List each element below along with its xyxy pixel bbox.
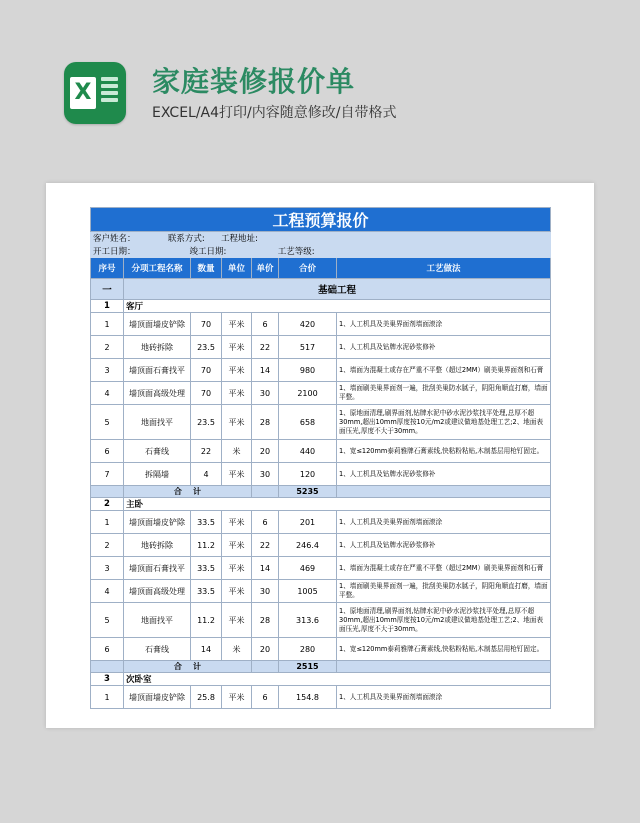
room-header-row: [91, 300, 551, 313]
room-header-row: [91, 498, 551, 511]
subtotal-spacer: [91, 486, 124, 498]
item-unit: 平米: [222, 511, 252, 534]
col-header: 单价: [252, 258, 279, 279]
item-unit-price: 30: [252, 382, 279, 405]
item-total: 313.6: [279, 603, 337, 638]
row-number: 5: [91, 603, 124, 638]
row-number: 1: [91, 511, 124, 534]
item-total: 469: [279, 557, 337, 580]
item-unit: 平米: [222, 603, 252, 638]
page-title: 家庭装修报价单: [152, 65, 356, 98]
item-quantity: 33.5: [191, 511, 222, 534]
col-header: 单位: [222, 258, 252, 279]
room-number: 2: [91, 498, 124, 511]
item-quantity: 11.2: [191, 534, 222, 557]
item-unit-price: 6: [252, 313, 279, 336]
item-unit-price: 28: [252, 603, 279, 638]
col-header: 数量: [191, 258, 222, 279]
table-row: [91, 359, 551, 382]
item-unit: 平米: [222, 557, 252, 580]
date-info: 开工日期： 竣工日期: 工艺等级:: [91, 245, 551, 258]
item-name: 地面找平: [124, 405, 191, 440]
item-quantity: 4: [191, 463, 222, 486]
item-process-description: 1、人工机具及美巢界面剂墙面滚涂: [337, 686, 551, 709]
item-total: 280: [279, 638, 337, 661]
subtotal-value: 5235: [279, 486, 337, 498]
item-unit: 平米: [222, 463, 252, 486]
item-process-description: 1、宽≤120mm泰莉雅牌石膏素线,快粘粉粘贴,木制基层用枪钉固定。: [337, 440, 551, 463]
item-unit-price: 22: [252, 534, 279, 557]
item-quantity: 33.5: [191, 580, 222, 603]
item-total: 2100: [279, 382, 337, 405]
table-title-row: [91, 208, 551, 232]
item-name: 墙顶面石膏找平: [124, 557, 191, 580]
col-header: 合价: [279, 258, 337, 279]
row-number: 1: [91, 686, 124, 709]
row-number: 4: [91, 580, 124, 603]
item-quantity: 25.8: [191, 686, 222, 709]
item-unit-price: 6: [252, 511, 279, 534]
subtotal-label: 合 计: [124, 661, 252, 673]
table-row: [91, 534, 551, 557]
excel-logo-icon: [64, 62, 126, 124]
col-header: 分项工程名称: [124, 258, 191, 279]
item-total: 517: [279, 336, 337, 359]
row-number: 6: [91, 440, 124, 463]
item-unit: 平米: [222, 382, 252, 405]
row-number: 3: [91, 557, 124, 580]
table-row: [91, 405, 551, 440]
item-name: 石膏线: [124, 638, 191, 661]
item-name: 石膏线: [124, 440, 191, 463]
item-unit-price: 28: [252, 405, 279, 440]
table-row: [91, 313, 551, 336]
subtotal-spacer: [337, 486, 551, 498]
item-total: 440: [279, 440, 337, 463]
spreadsheet-preview: [46, 183, 594, 728]
item-total: 246.4: [279, 534, 337, 557]
item-quantity: 23.5: [191, 336, 222, 359]
table-row: [91, 336, 551, 359]
col-header: 工艺做法: [337, 258, 551, 279]
item-total: 1005: [279, 580, 337, 603]
table-row: [91, 686, 551, 709]
item-process-description: 1、人工机具及钻牌水泥砂浆修补: [337, 534, 551, 557]
item-unit-price: 14: [252, 359, 279, 382]
room-number: 3: [91, 673, 124, 686]
room-number: 1: [91, 300, 124, 313]
subtotal-value: 2515: [279, 661, 337, 673]
section-number: 一: [91, 279, 124, 300]
item-process-description: 1、原地面清理,刷界面剂,钻牌水泥中砂水泥沙浆找平处理,总厚不超30mm,超出10mm厚度按10元/m2或建议做地基处理工艺;2、地面表面压光,厚度不大于30mm。: [337, 405, 551, 440]
subtotal-spacer: [252, 486, 279, 498]
excel-x-letter: X: [70, 77, 96, 109]
row-number: 2: [91, 336, 124, 359]
item-process-description: 1、墙面刷美巢界面剂一遍，批刮美巢防水腻子，阴阳角顺直打磨，墙面平整。: [337, 382, 551, 405]
item-unit-price: 30: [252, 580, 279, 603]
item-total: 658: [279, 405, 337, 440]
item-unit: 米: [222, 638, 252, 661]
item-process-description: 1、墙面刷美巢界面剂一遍，批刮美巢防水腻子，阴阳角顺直打磨，墙面平整。: [337, 580, 551, 603]
table-title: 工程预算报价: [91, 208, 551, 232]
item-unit: 平米: [222, 313, 252, 336]
item-process-description: 1、人工机具及钻牌水泥砂浆修补: [337, 463, 551, 486]
customer-info: 客户姓名： 联系方式: 工程地址:: [91, 232, 551, 245]
item-quantity: 11.2: [191, 603, 222, 638]
subtotal-spacer: [91, 661, 124, 673]
subtotal-label: 合 计: [124, 486, 252, 498]
item-name: 墙顶面墙皮铲除: [124, 686, 191, 709]
row-number: 2: [91, 534, 124, 557]
item-quantity: 70: [191, 359, 222, 382]
subtotal-row: [91, 661, 551, 673]
item-unit-price: 6: [252, 686, 279, 709]
item-unit: 平米: [222, 686, 252, 709]
item-name: 拆隔墙: [124, 463, 191, 486]
item-process-description: 1、人工机具及美巢界面剂墙面滚涂: [337, 511, 551, 534]
item-unit: 平米: [222, 580, 252, 603]
item-unit: 平米: [222, 359, 252, 382]
item-quantity: 22: [191, 440, 222, 463]
room-header-row: [91, 673, 551, 686]
table-row: [91, 382, 551, 405]
row-number: 4: [91, 382, 124, 405]
table-row: [91, 463, 551, 486]
table-row: [91, 580, 551, 603]
item-name: 地面找平: [124, 603, 191, 638]
row-number: 3: [91, 359, 124, 382]
item-total: 420: [279, 313, 337, 336]
item-unit-price: 22: [252, 336, 279, 359]
subtotal-row: [91, 486, 551, 498]
item-process-description: 1、人工机具及美巢界面剂墙面滚涂: [337, 313, 551, 336]
item-quantity: 70: [191, 382, 222, 405]
item-name: 墙顶面高级处理: [124, 382, 191, 405]
item-quantity: 70: [191, 313, 222, 336]
item-total: 154.8: [279, 686, 337, 709]
page-header: [0, 0, 640, 170]
table-row: [91, 557, 551, 580]
row-number: 1: [91, 313, 124, 336]
item-name: 墙顶面墙皮铲除: [124, 313, 191, 336]
item-quantity: 14: [191, 638, 222, 661]
item-unit: 平米: [222, 336, 252, 359]
section-title: 基础工程: [124, 279, 551, 300]
item-unit: 平米: [222, 534, 252, 557]
item-total: 120: [279, 463, 337, 486]
item-quantity: 23.5: [191, 405, 222, 440]
item-total: 201: [279, 511, 337, 534]
item-unit-price: 20: [252, 638, 279, 661]
item-unit-price: 30: [252, 463, 279, 486]
item-process-description: 1、宽≤120mm泰莉雅牌石膏素线,快粘粉粘贴,木制基层用枪钉固定。: [337, 638, 551, 661]
budget-table: [90, 207, 551, 709]
info-row-dates: [91, 245, 551, 258]
row-number: 6: [91, 638, 124, 661]
item-quantity: 33.5: [191, 557, 222, 580]
item-name: 墙顶面高级处理: [124, 580, 191, 603]
item-name: 地砖拆除: [124, 336, 191, 359]
item-process-description: 1、人工机具及钻牌水泥砂浆修补: [337, 336, 551, 359]
room-name: 次卧室: [124, 673, 551, 686]
item-unit: 平米: [222, 405, 252, 440]
item-name: 墙顶面石膏找平: [124, 359, 191, 382]
row-number: 7: [91, 463, 124, 486]
subtotal-spacer: [337, 661, 551, 673]
room-name: 主卧: [124, 498, 551, 511]
page-subtitle: EXCEL/A4打印/内容随意修改/自带格式: [152, 105, 397, 121]
row-number: 5: [91, 405, 124, 440]
room-name: 客厅: [124, 300, 551, 313]
section-row: [91, 279, 551, 300]
table-row: [91, 440, 551, 463]
item-unit-price: 14: [252, 557, 279, 580]
excel-grid-lines: [101, 77, 118, 109]
item-name: 地砖拆除: [124, 534, 191, 557]
table-row: [91, 638, 551, 661]
col-header: 序号: [91, 258, 124, 279]
item-process-description: 1、墙面为混凝土或存在严重不平整（超过2MM）刷美巢界面剂和石膏: [337, 359, 551, 382]
table-row: [91, 603, 551, 638]
column-header-row: [91, 258, 551, 279]
item-process-description: 1、墙面为混凝土或存在严重不平整（超过2MM）刷美巢界面剂和石膏: [337, 557, 551, 580]
item-process-description: 1、原地面清理,刷界面剂,钻牌水泥中砂水泥沙浆找平处理,总厚不超30mm,超出10mm厚度按10元/m2或建议做地基处理工艺;2、地面表面压光,厚度不大于30mm。: [337, 603, 551, 638]
item-unit-price: 20: [252, 440, 279, 463]
subtotal-spacer: [252, 661, 279, 673]
item-total: 980: [279, 359, 337, 382]
info-row-customer: [91, 232, 551, 245]
item-name: 墙顶面墙皮铲除: [124, 511, 191, 534]
item-unit: 米: [222, 440, 252, 463]
table-row: [91, 511, 551, 534]
